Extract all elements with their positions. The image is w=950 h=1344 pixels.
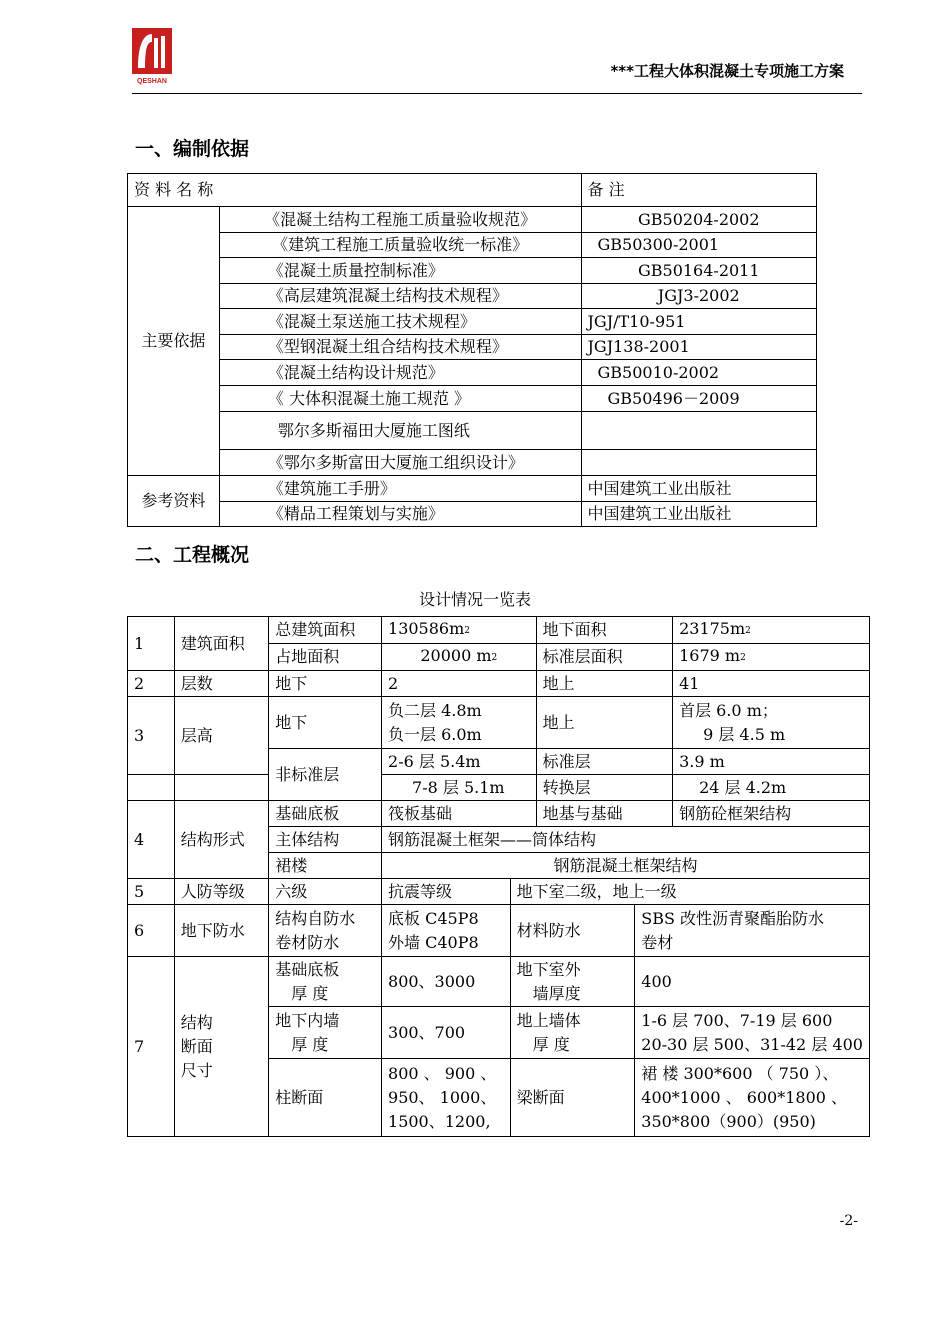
doc-note: 中国建筑工业出版社 xyxy=(581,476,817,502)
doc-name: 《建筑工程施工质量验收统一标准》 xyxy=(219,233,581,258)
basis-table xyxy=(127,173,817,527)
section-heading-basis: 一、编制依据 xyxy=(135,138,250,160)
cell: 地上墙体 厚 度 xyxy=(510,1007,635,1059)
cell: 300、700 xyxy=(382,1007,511,1059)
cell: 3.9 m xyxy=(673,749,870,775)
logo-wordmark: QESHAN xyxy=(137,78,167,85)
page-number: -2- xyxy=(839,1213,858,1229)
design-table xyxy=(127,616,870,1137)
row-number: 5 xyxy=(128,879,175,905)
cell: 地下 xyxy=(269,697,382,749)
row-item: 人防等级 xyxy=(174,879,268,905)
row-number-spacer xyxy=(128,775,175,801)
cell: 地上 xyxy=(536,697,672,749)
cell: 基础底板 厚 度 xyxy=(269,957,382,1007)
cell: 地上 xyxy=(536,671,672,697)
cell: 地下室外 墙厚度 xyxy=(510,957,635,1007)
doc-name: 《型钢混凝土组合结构技术规程》 xyxy=(219,335,581,360)
cell: 裙 楼 300*600 （ 750 ）、 400*1000 、 600*1800 、 350*800（900）(950) xyxy=(635,1059,870,1137)
cell: 地下室二级，地上一级 xyxy=(510,879,869,905)
doc-note: JGJ138-2001 xyxy=(581,335,817,360)
cell: 六级 xyxy=(269,879,382,905)
doc-note: GB50300-2001 xyxy=(581,233,817,258)
cell: 400 xyxy=(635,957,870,1007)
row-item: 结构形式 xyxy=(174,801,268,879)
cell: 抗震等级 xyxy=(382,879,511,905)
doc-name: 鄂尔多斯福田大厦施工图纸 xyxy=(219,412,581,450)
cell: 基础底板 xyxy=(269,801,382,827)
cell: 地下面积 xyxy=(536,617,672,644)
doc-name: 《 大体积混凝土施工规范 》 xyxy=(219,386,581,412)
doc-name: 《混凝土质量控制标准》 xyxy=(219,258,581,284)
doc-name: 《高层建筑混凝土结构技术规程》 xyxy=(219,284,581,309)
cell: 负二层 4.8m 负一层 6.0m xyxy=(382,697,537,749)
cell: 地基与基础 xyxy=(536,801,672,827)
doc-note: GB50164-2011 xyxy=(581,258,817,284)
row-number: 4 xyxy=(128,801,175,879)
cell: 主体结构 xyxy=(269,827,382,853)
cell: 41 xyxy=(673,671,870,697)
header-divider xyxy=(132,93,862,94)
cell: 钢筋混凝土框架结构 xyxy=(382,853,870,879)
row-item: 层数 xyxy=(174,671,268,697)
cell: 筏板基础 xyxy=(382,801,537,827)
row-item: 建筑面积 xyxy=(174,617,268,671)
cell: 地下 xyxy=(269,671,382,697)
row-item: 地下防水 xyxy=(174,905,268,957)
cell: 钢筋混凝土框架——筒体结构 xyxy=(382,827,870,853)
doc-name: 《混凝土泵送施工技术规程》 xyxy=(219,309,581,335)
doc-name: 《建筑施工手册》 xyxy=(219,476,581,502)
doc-name: 《鄂尔多斯富田大厦施工组织设计》 xyxy=(219,450,581,476)
cell: 裙楼 xyxy=(269,853,382,879)
company-logo xyxy=(132,28,172,86)
doc-name: 《精品工程策划与实施》 xyxy=(219,502,581,527)
doc-name: 《混凝土结构设计规范》 xyxy=(219,360,581,386)
cell: 23175m2 xyxy=(673,617,870,644)
row-number: 2 xyxy=(128,671,175,697)
cell: 800、3000 xyxy=(382,957,511,1007)
doc-note: JGJ/T10-951 xyxy=(581,309,817,335)
cell: SBS 改性沥青聚酯胎防水 卷材 xyxy=(635,905,870,957)
doc-note: GB50010-2002 xyxy=(581,360,817,386)
row-number: 3 xyxy=(128,697,175,775)
cell: 非标准层 xyxy=(269,749,382,801)
cell: 占地面积 xyxy=(269,644,382,671)
cell: 800 、 900 、 950、 1000、 1500、1200, xyxy=(382,1059,511,1137)
cell: 首层 6.0 m； 9 层 4.5 m xyxy=(673,697,870,749)
section-heading-overview: 二、工程概况 xyxy=(135,544,250,566)
row-number: 1 xyxy=(128,617,175,671)
doc-note: JGJ3-2002 xyxy=(581,284,817,309)
row-item: 结构 断面 尺寸 xyxy=(174,957,268,1137)
doc-note xyxy=(581,412,817,450)
cell: 130586m2 xyxy=(382,617,537,644)
table-caption: 设计情况一览表 xyxy=(418,590,531,609)
cell: 转换层 xyxy=(536,775,672,801)
doc-note: GB50204-2002 xyxy=(581,207,817,233)
cell: 2 xyxy=(382,671,537,697)
cell: 梁断面 xyxy=(510,1059,635,1137)
cell: 结构自防水 卷材防水 xyxy=(269,905,382,957)
cell: 1679 m2 xyxy=(673,644,870,671)
doc-note xyxy=(581,450,817,476)
cell: 1-6 层 700、7-19 层 600 20-30 层 500、31-42 层 400 xyxy=(635,1007,870,1059)
cell: 总建筑面积 xyxy=(269,617,382,644)
cell: 7-8 层 5.1m xyxy=(382,775,537,801)
row-item: 层高 xyxy=(174,697,268,775)
doc-name: 《混凝土结构工程施工质量验收规范》 xyxy=(219,207,581,233)
cell: 20000 m2 xyxy=(382,644,537,671)
cell: 地下内墙 厚 度 xyxy=(269,1007,382,1059)
cell: 标准层面积 xyxy=(536,644,672,671)
group-reference: 参考资料 xyxy=(128,476,220,527)
cell: 2-6 层 5.4m xyxy=(382,749,537,775)
cell: 底板 C45P8 外墙 C40P8 xyxy=(382,905,511,957)
group-main-basis: 主要依据 xyxy=(128,207,220,476)
document-title: ***工程大体积混凝土专项施工方案 xyxy=(610,62,844,80)
row-number: 7 xyxy=(128,957,175,1137)
cell: 24 层 4.2m xyxy=(673,775,870,801)
doc-note: GB50496－2009 xyxy=(581,386,817,412)
row-item-spacer xyxy=(174,775,268,801)
col-header-note: 备 注 xyxy=(581,174,817,207)
cell: 钢筋砼框架结构 xyxy=(673,801,870,827)
doc-note: 中国建筑工业出版社 xyxy=(581,502,817,527)
cell: 材料防水 xyxy=(510,905,635,957)
cell: 标准层 xyxy=(536,749,672,775)
cell: 柱断面 xyxy=(269,1059,382,1137)
row-number: 6 xyxy=(128,905,175,957)
col-header-name: 资 料 名 称 xyxy=(128,174,582,207)
